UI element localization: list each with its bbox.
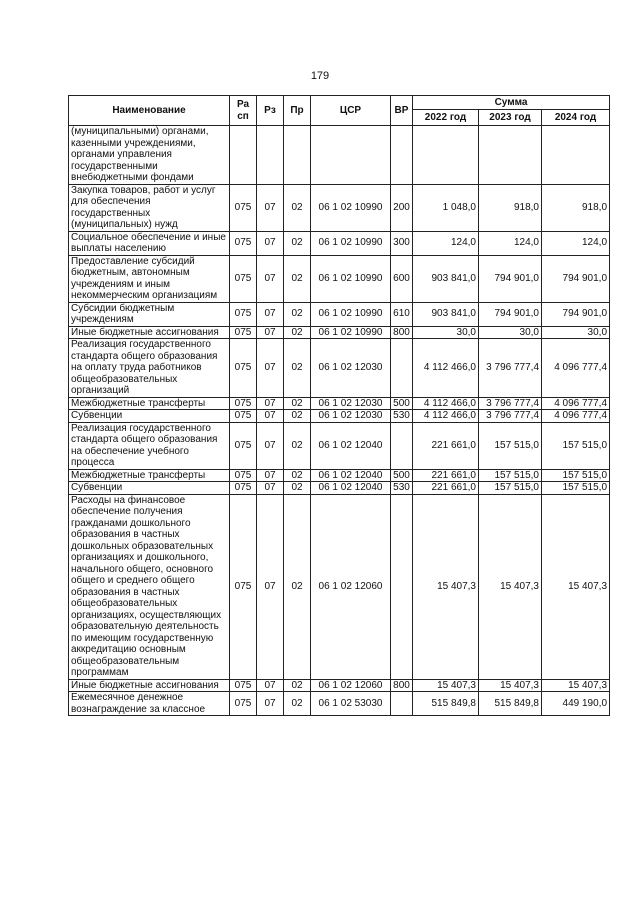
row-pr: 02 [284,302,311,326]
row-rasp: 075 [230,494,257,679]
row-2022: 903 841,0 [413,255,479,302]
row-pr: 02 [284,469,311,482]
row-name: Межбюджетные трансферты [69,397,230,410]
header-rz: Рз [257,96,284,126]
row-rasp: 075 [230,302,257,326]
header-rasp [230,96,257,126]
table-row [69,482,610,495]
row-2023: 15 407,3 [479,679,542,692]
row-2022 [413,126,479,185]
row-2022: 4 112 466,0 [413,410,479,423]
row-rasp: 075 [230,255,257,302]
row-vr: 800 [391,326,413,339]
row-rz: 07 [257,692,284,716]
row-2024: 918,0 [542,184,610,231]
row-2024: 449 190,0 [542,692,610,716]
row-name: Иные бюджетные ассигнования [69,326,230,339]
table-row [69,339,610,398]
row-rasp: 075 [230,679,257,692]
page-number: 179 [310,70,330,82]
row-2024: 157 515,0 [542,422,610,469]
table-row [69,126,610,185]
row-vr: 500 [391,397,413,410]
row-2024: 157 515,0 [542,469,610,482]
row-2024: 794 901,0 [542,255,610,302]
row-2024: 4 096 777,4 [542,410,610,423]
row-vr: 610 [391,302,413,326]
table-body [69,126,610,716]
row-csr [311,126,391,185]
row-name: Реализация государственного стандарта общего образования на оплату труда работников общеобразовательных организаций [69,339,230,398]
row-2023 [479,126,542,185]
row-rz: 07 [257,255,284,302]
row-2023: 30,0 [479,326,542,339]
row-rz: 07 [257,339,284,398]
row-rz: 07 [257,422,284,469]
row-csr: 06 1 02 12040 [311,469,391,482]
row-csr: 06 1 02 12060 [311,679,391,692]
row-rz: 07 [257,679,284,692]
header-sum: Сумма [413,96,610,110]
table-header [69,96,610,126]
row-csr: 06 1 02 10990 [311,302,391,326]
row-pr: 02 [284,422,311,469]
row-2023: 3 796 777,4 [479,410,542,423]
row-2022: 15 407,3 [413,494,479,679]
table-row [69,469,610,482]
row-vr: 800 [391,679,413,692]
row-2024: 157 515,0 [542,482,610,495]
row-rz: 07 [257,469,284,482]
row-2023: 157 515,0 [479,422,542,469]
header-rasp-line1: Ра [236,99,250,110]
row-2024: 794 901,0 [542,302,610,326]
row-pr: 02 [284,692,311,716]
row-vr [391,692,413,716]
row-rasp: 075 [230,231,257,255]
row-2024: 124,0 [542,231,610,255]
header-2022: 2022 год [413,110,479,126]
table-row [69,255,610,302]
row-pr: 02 [284,397,311,410]
budget-table [68,95,610,716]
row-pr: 02 [284,184,311,231]
row-2022: 1 048,0 [413,184,479,231]
row-rasp: 075 [230,482,257,495]
table-row [69,302,610,326]
row-vr: 600 [391,255,413,302]
row-csr: 06 1 02 10990 [311,326,391,339]
header-pr: Пр [284,96,311,126]
header-2024: 2024 год [542,110,610,126]
row-rz: 07 [257,326,284,339]
row-csr: 06 1 02 12030 [311,410,391,423]
row-pr [284,126,311,185]
row-csr: 06 1 02 10990 [311,255,391,302]
row-2022: 221 661,0 [413,422,479,469]
row-2024: 15 407,3 [542,679,610,692]
row-name: (муниципальными) органами, казенными учреждениями, органами управления государственными внебюджетными фондами [69,126,230,185]
row-2022: 221 661,0 [413,482,479,495]
row-2023: 515 849,8 [479,692,542,716]
row-vr: 530 [391,482,413,495]
row-name: Межбюджетные трансферты [69,469,230,482]
row-name: Иные бюджетные ассигнования [69,679,230,692]
row-rz: 07 [257,482,284,495]
row-name: Закупка товаров, работ и услуг для обеспечения государственных (муниципальных) нужд [69,184,230,231]
row-rasp: 075 [230,422,257,469]
row-rz: 07 [257,494,284,679]
row-rz: 07 [257,302,284,326]
row-2022: 4 112 466,0 [413,339,479,398]
table-row [69,184,610,231]
row-name: Ежемесячное денежное вознаграждение за классное [69,692,230,716]
row-2022: 15 407,3 [413,679,479,692]
row-pr: 02 [284,255,311,302]
row-csr: 06 1 02 12060 [311,494,391,679]
row-csr: 06 1 02 10990 [311,231,391,255]
row-rasp: 075 [230,397,257,410]
row-2023: 157 515,0 [479,482,542,495]
row-rz: 07 [257,410,284,423]
row-name: Предоставление субсидий бюджетным, автономным учреждениям и иным некоммерческим организациям [69,255,230,302]
table-row [69,422,610,469]
row-2023: 157 515,0 [479,469,542,482]
table-row [69,397,610,410]
row-2024: 15 407,3 [542,494,610,679]
row-2023: 794 901,0 [479,302,542,326]
row-name: Социальное обеспечение и иные выплаты населению [69,231,230,255]
row-2023: 3 796 777,4 [479,339,542,398]
row-pr: 02 [284,326,311,339]
row-vr: 500 [391,469,413,482]
row-2023: 15 407,3 [479,494,542,679]
row-csr: 06 1 02 12030 [311,339,391,398]
row-csr: 06 1 02 53030 [311,692,391,716]
row-rasp: 075 [230,469,257,482]
row-2022: 124,0 [413,231,479,255]
row-2022: 903 841,0 [413,302,479,326]
row-pr: 02 [284,339,311,398]
row-rz [257,126,284,185]
row-2022: 30,0 [413,326,479,339]
row-2023: 918,0 [479,184,542,231]
row-rasp: 075 [230,410,257,423]
row-vr: 200 [391,184,413,231]
table-row [69,494,610,679]
header-rasp-line2: сп [237,110,249,122]
header-vr: ВР [391,96,413,126]
row-csr: 06 1 02 12040 [311,482,391,495]
row-2022: 515 849,8 [413,692,479,716]
row-2023: 124,0 [479,231,542,255]
row-name: Реализация государственного стандарта общего образования на обеспечение учебного процесса [69,422,230,469]
row-2024: 4 096 777,4 [542,397,610,410]
row-2024: 30,0 [542,326,610,339]
row-pr: 02 [284,410,311,423]
row-vr [391,339,413,398]
header-2023: 2023 год [479,110,542,126]
row-name: Субвенции [69,410,230,423]
row-rasp [230,126,257,185]
row-csr: 06 1 02 12030 [311,397,391,410]
row-rz: 07 [257,397,284,410]
table-row [69,326,610,339]
row-2022: 4 112 466,0 [413,397,479,410]
row-rasp: 075 [230,339,257,398]
row-csr: 06 1 02 10990 [311,184,391,231]
row-vr [391,494,413,679]
table-row [69,410,610,423]
table-row [69,679,610,692]
row-rasp: 075 [230,692,257,716]
row-name: Субвенции [69,482,230,495]
row-pr: 02 [284,679,311,692]
row-2023: 3 796 777,4 [479,397,542,410]
row-rasp: 075 [230,326,257,339]
row-name: Субсидии бюджетным учреждениям [69,302,230,326]
row-2024 [542,126,610,185]
row-2024: 4 096 777,4 [542,339,610,398]
row-2022: 221 661,0 [413,469,479,482]
row-vr [391,422,413,469]
table-row [69,231,610,255]
row-pr: 02 [284,231,311,255]
row-2023: 794 901,0 [479,255,542,302]
row-vr: 300 [391,231,413,255]
row-rz: 07 [257,184,284,231]
row-csr: 06 1 02 12040 [311,422,391,469]
row-rz: 07 [257,231,284,255]
row-pr: 02 [284,494,311,679]
row-vr: 530 [391,410,413,423]
row-vr [391,126,413,185]
header-csr: ЦСР [311,96,391,126]
header-name: Наименование [69,96,230,126]
table-row [69,692,610,716]
row-pr: 02 [284,482,311,495]
row-name: Расходы на финансовое обеспечение получения гражданами дошкольного образования в частных дошкольных образовательных организациях и дошкольного, начального общего, основного общего и среднего общего образования в частных общеобразовательных организациях, осуществляющих образовательную деятельность по имеющим государственную аккредитацию основным общеобразовательным программам [69,494,230,679]
row-rasp: 075 [230,184,257,231]
